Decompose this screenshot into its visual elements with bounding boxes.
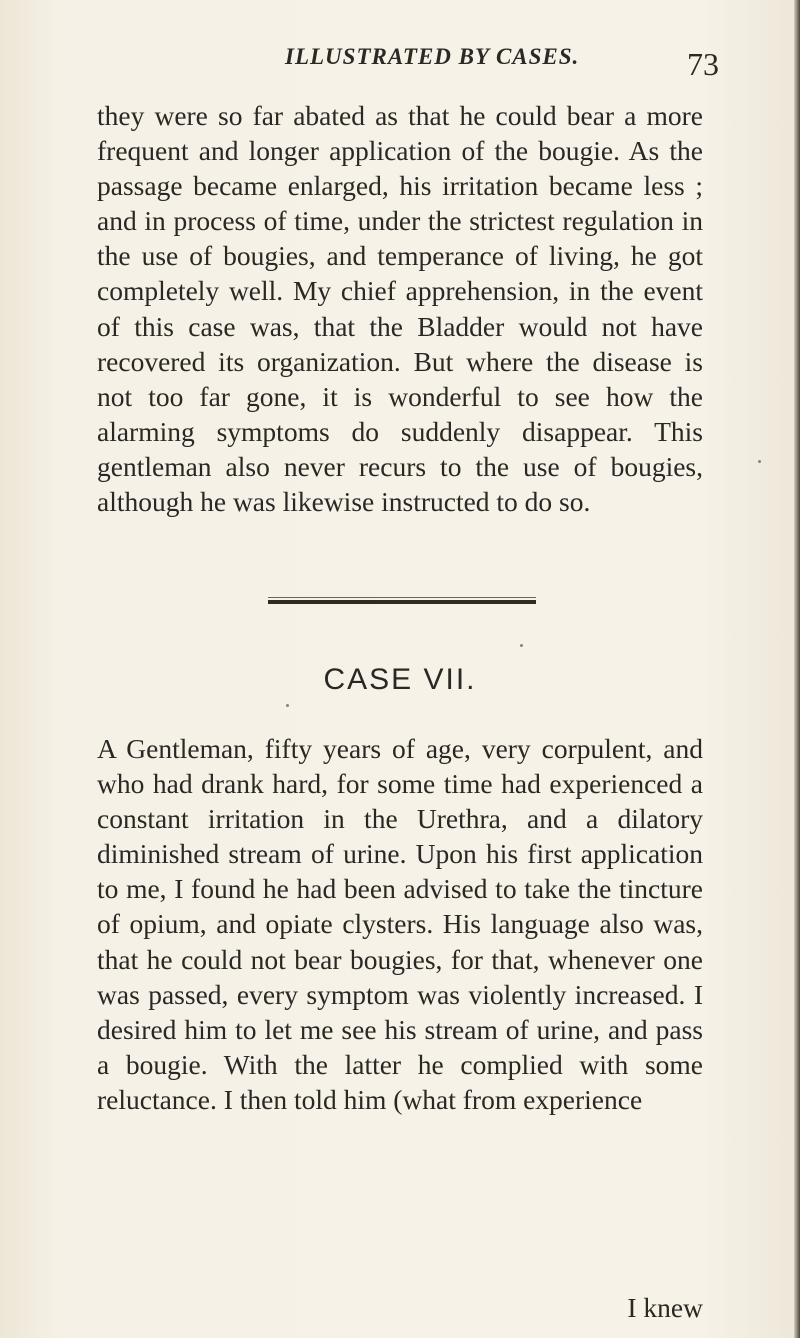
running-head: ILLUSTRATED BY CASES. xyxy=(285,44,580,69)
paragraph-case-vii: A Gentleman, fifty years of age, very corpulent, and who had drank hard, for some time had experienced a constant irritation in the Urethra, and a dilatory diminished stream of urine. Upon his first application to me, I found he had been advised to take the tincture of opium, and opiate clysters. His language also was, that he could not bear bougies, for that, whenever one was passed, every symptom was violently increased. I desired him to let me see his stream of urine, and pass a bougie. With the latter he complied with some reluctance. I then told him (what from experience xyxy=(97,733,703,1115)
paper-speck xyxy=(286,704,289,707)
case-heading: CASE VII. xyxy=(323,663,477,696)
catchword: I knew xyxy=(627,1292,703,1323)
section-rule-thin xyxy=(268,597,536,598)
paragraph-continuation: they were so far abated as that he could bear a more frequent and longer application of the bougie. As the passage became enlarged, his irritation became less ; and in process of time, under the strictest regulation in the use of bougies, and temperance of living, he got completely well. My chief apprehension, in the event of this case was, that the Bladder would not have recovered its organization. But where the disease is not too far gone, it is wonderful to see how the alarming symptoms do suddenly disappear. This gentleman also never recurs to the use of bougies, although he was likewise instructed to do so. xyxy=(97,100,703,518)
paper-speck xyxy=(758,460,761,463)
page-number: 73 xyxy=(687,46,719,82)
paper-speck xyxy=(520,644,523,647)
page-header xyxy=(0,44,800,84)
section-rule xyxy=(268,600,536,604)
